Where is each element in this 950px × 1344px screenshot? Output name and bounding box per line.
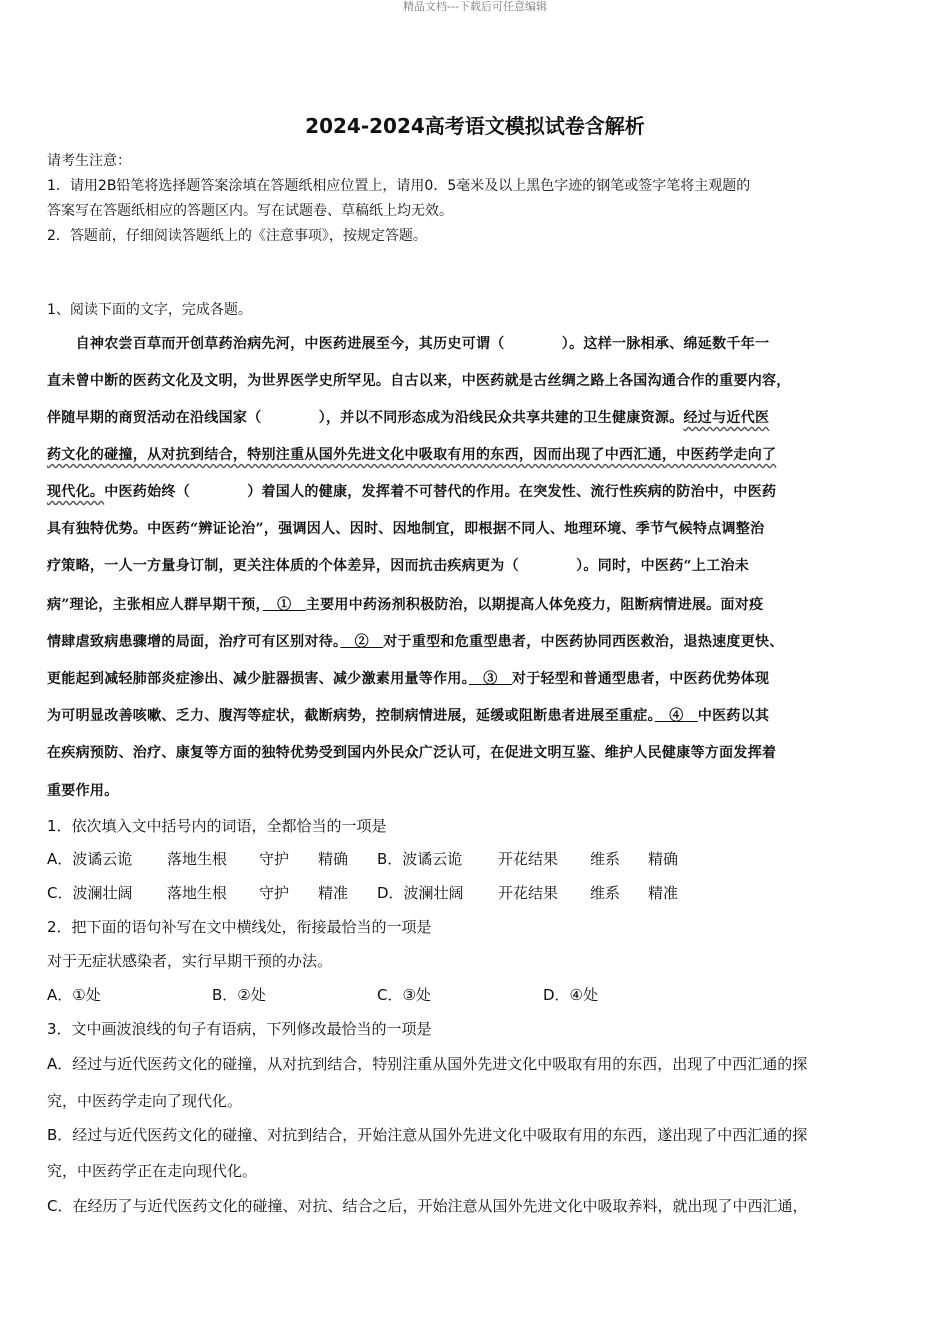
blank-1: ① [262,597,306,613]
notice-heading: 请考生注意： [47,153,131,169]
question-3-option-a-cont: 究，中医药学走向了现代化。 [47,1092,243,1110]
wavy-underlined-sentence: 药文化的碰撞，从对抗到结合，特别注重从国外先进文化中吸取有用的东西，因而出现了中西汇通，中医药学走向了 [47,447,777,463]
option-text: B．波谲云诡 [377,850,463,868]
question-1-options-row [47,882,909,904]
section-heading: 1、阅读下面的文字，完成各题。 [47,302,252,318]
passage-line: 直未曾中断的医药文化及文明，为世界医学史所罕见。自古以来，中医药就是古丝绸之路上各国沟通合作的重要内容， [47,373,791,389]
question-3-option-b-cont: 究，中医药学正在走向现代化。 [47,1162,258,1180]
option-text: 精确 [648,850,679,868]
passage-text: 更能起到减轻肺部炎症渗出、减少脏器损害、减少激素用量等作用。 [47,671,469,687]
passage-line: 重要作用。 [47,783,119,799]
notice-item: 1．请用2B铅笔将选择题答案涂填在答题纸相应位置上，请用0．5毫米及以上黑色字迹的钢笔或签字笔将主观题的 [47,178,751,194]
passage-line [47,407,909,429]
blank-3: ③ [469,671,512,687]
question-3-option-c: C．在经历了与近代医药文化的碰撞、对抗、结合之后，开始注意从国外先进文化中吸取养料，就出现了中西汇通， [47,1197,808,1215]
question-3-option-b: B．经过与近代医药文化的碰撞、对抗到结合，开始注意从国外先进文化中吸取有用的东西，遂出现了中西汇通的探 [47,1126,808,1144]
option-text: 精确 [318,850,349,868]
option-text: 开花结果 [498,884,559,902]
passage-line: 具有独特优势。中医药“辨证论治”，强调因人、因时、因地制宜，即根据不同人、地理环境、季节气候特点调整治 [47,521,765,537]
passage-text: 中医药始终（ ）着国人的健康，发挥着不可替代的作用。在突发性、流行性疾病的防治中，中医药 [104,484,777,500]
passage-line [47,594,909,616]
option-text: 落地生根 [167,884,228,902]
option-text: 落地生根 [167,850,228,868]
passage-text: 中医药以其 [697,708,770,724]
option-text: 维系 [590,850,621,868]
question-1-options-row [47,848,909,870]
option-text: 守护 [259,850,290,868]
passage-text: 对于轻型和普通型患者，中医药优势体现 [511,671,770,687]
wavy-underlined-sentence: 现代化。 [47,484,105,500]
passage-text: 主要用中药汤剂积极防治，以期提高人体免疫力，阻断病情进展。面对疫 [305,597,764,613]
wavy-underlined-sentence: 经过与近代医 [683,410,770,426]
option-text: 精准 [318,884,349,902]
passage-line: 自神农尝百草而开创草药治病先河，中医药进展至今，其历史可谓（ ）。这样一脉相承、绵延数千年一 [47,336,770,352]
question-3-stem: 3．文中画波浪线的句子有语病，下列修改最恰当的一项是 [47,1020,432,1038]
question-3-option-a: A．经过与近代医药文化的碰撞，从对抗到结合，特别注重从国外先进文化中吸取有用的东西，出现了中西汇通的探 [47,1055,808,1073]
option-text: C．波澜壮阔 [47,884,133,902]
passage-line [47,631,909,653]
header-note: 精品文档---下载后可任意编辑 [403,0,547,13]
option-text: 开花结果 [498,850,559,868]
passage-text: 对于重型和危重型患者，中医药协同西医救治，退热速度更快、 [383,634,784,650]
page-title: 2024-2024高考语文模拟试卷含解析 [305,114,645,138]
notice-item: 2．答题前，仔细阅读答题纸上的《注意事项》，按规定答题。 [47,228,427,244]
option-text: A．①处 [47,986,101,1004]
passage-text: 病”理论，主张相应人群早期干预， [47,597,263,613]
passage-line: 疗策略，一人一方量身订制，更关注体质的个体差异，因而抗击疾病更为（ ）。同时，中医药“上工治未 [47,558,750,574]
option-text: A．波谲云诡 [47,850,133,868]
option-text: 维系 [590,884,621,902]
passage-line [47,481,909,503]
option-text: 守护 [259,884,290,902]
passage-text: 伴随早期的商贸活动在沿线国家（ ），并以不同形态成为沿线民众共享共建的卫生健康资源。 [47,410,684,426]
option-text: D．波澜壮阔 [377,884,464,902]
option-text: 精准 [648,884,679,902]
option-text: D．④处 [543,986,598,1004]
question-2-options-row [47,984,909,1006]
passage-text: 情肆虐致病患骤增的局面，治疗可有区别对待。 [47,634,341,650]
option-text: B．②处 [212,986,266,1004]
passage-line [47,444,909,466]
passage-line [47,668,909,690]
question-1-stem: 1．依次填入文中括号内的词语，全都恰当的一项是 [47,817,387,835]
question-2-stem: 2．把下面的语句补写在文中横线处，衔接最恰当的一项是 [47,918,432,936]
notice-item: 答案写在答题纸相应的答题区内。写在试题卷、草稿纸上均无效。 [47,203,453,219]
blank-2: ② [340,634,384,650]
blank-4: ④ [654,708,698,724]
option-text: C．③处 [377,986,431,1004]
passage-line: 在疾病预防、治疗、康复等方面的独特优势受到国内外民众广泛认可，在促进文明互鉴、维护人民健康等方面发挥着 [47,745,777,761]
passage-text: 为可明显改善咳嗽、乏力、腹泻等症状，截断病势，控制病情进展，延缓或阻断患者进展至重症。 [47,708,655,724]
question-2-sentence: 对于无症状感染者，实行早期干预的办法。 [47,952,333,970]
passage-line [47,705,909,727]
